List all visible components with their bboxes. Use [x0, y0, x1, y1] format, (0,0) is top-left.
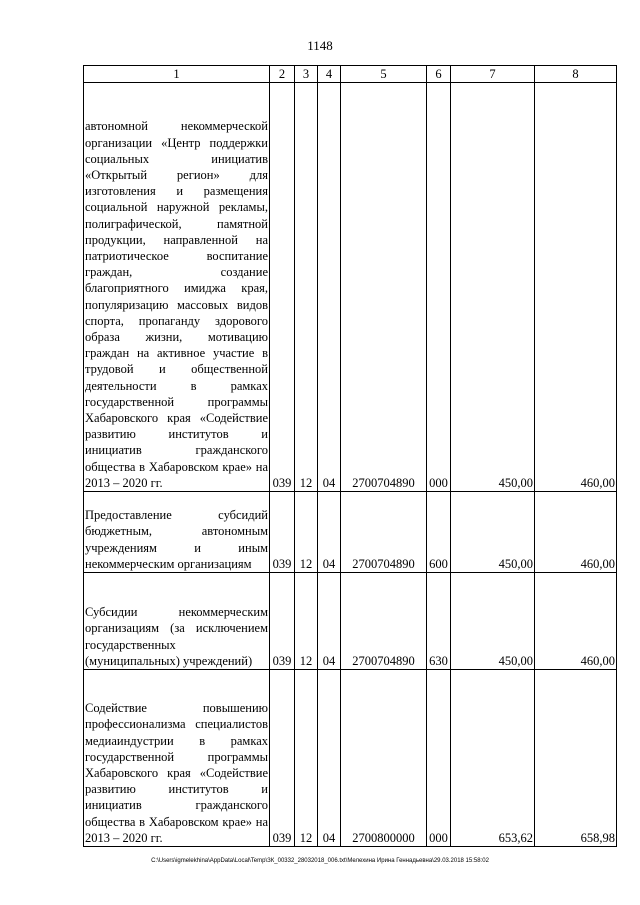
row-sum-1: 450,00: [451, 83, 535, 492]
row-vr: 000: [427, 670, 451, 847]
header-col-7: 7: [451, 66, 535, 83]
row-pr: 04: [318, 492, 341, 573]
row-grbs: 039: [270, 670, 295, 847]
page-number: 1148: [307, 38, 333, 53]
budget-table: [83, 65, 617, 847]
header-col-6: 6: [427, 66, 451, 83]
row-name-text: Содействие повышению профессионализма специалистов медиаиндустрии в рамках государственной программы Хабаровского края «Содействие развитию институтов и инициатив гражданского общества в Хабаровском крае» на 2013 – 2020 гг.: [85, 701, 268, 845]
row-sum-2: 460,00: [535, 83, 617, 492]
row-csr: 2700704890: [341, 492, 427, 573]
row-grbs: 039: [270, 573, 295, 670]
table-row: [84, 670, 617, 847]
row-sum-1: 450,00: [451, 573, 535, 670]
file-path-footer: C:\Users\igmelekhina\AppData\Local\Temp\ЗК_00332_28032018_006.txt\Мелехина Ирина Геннадьевна\29.03.2018 15:58:02: [151, 858, 489, 864]
row-vr: 600: [427, 492, 451, 573]
row-sum-2: 460,00: [535, 492, 617, 573]
header-col-3: 3: [295, 66, 318, 83]
row-pr: 04: [318, 573, 341, 670]
row-name-text: Субсидии некоммерческим организациям (за исключением государственных (муниципальных) учреждений): [85, 605, 268, 668]
row-sum-1: 450,00: [451, 492, 535, 573]
row-name: [84, 573, 270, 670]
row-vr: 630: [427, 573, 451, 670]
row-csr: 2700800000: [341, 670, 427, 847]
row-grbs: 039: [270, 83, 295, 492]
header-col-5: 5: [341, 66, 427, 83]
table-row: [84, 83, 617, 492]
header-col-4: 4: [318, 66, 341, 83]
row-name: [84, 492, 270, 573]
row-name: [84, 83, 270, 492]
row-rz: 12: [295, 83, 318, 492]
row-name-text: Предоставление субсидий бюджетным, автономным учреждениям и иным некоммерческим организациям: [85, 508, 268, 571]
row-name: [84, 670, 270, 847]
row-csr: 2700704890: [341, 83, 427, 492]
table-header-row: [84, 66, 617, 83]
row-rz: 12: [295, 492, 318, 573]
row-pr: 04: [318, 83, 341, 492]
table-row: [84, 573, 617, 670]
row-rz: 12: [295, 573, 318, 670]
row-sum-2: 460,00: [535, 573, 617, 670]
row-name-text: автономной некоммерческой организации «Центр поддержки социальных инициатив «Открытый регион» для изготовления и размещения социальной наружной рекламы, полиграфической, памятной продукции, направленной на патриотическое воспитание граждан, создание благоприятного имиджа края, популяризацию массовых видов спорта, пропаганду здорового образа жизни, мотивацию граждан на активное участие в трудовой и общественной деятельности в рамках государственной программы Хабаровского края «Содействие развитию институтов и инициатив гражданского общества в Хабаровском крае» на 2013 – 2020 гг.: [85, 119, 268, 490]
row-sum-1: 653,62: [451, 670, 535, 847]
row-csr: 2700704890: [341, 573, 427, 670]
row-pr: 04: [318, 670, 341, 847]
header-col-8: 8: [535, 66, 617, 83]
row-sum-2: 658,98: [535, 670, 617, 847]
row-grbs: 039: [270, 492, 295, 573]
row-rz: 12: [295, 670, 318, 847]
header-col-1: 1: [84, 66, 270, 83]
table-row: [84, 492, 617, 573]
header-col-2: 2: [270, 66, 295, 83]
row-vr: 000: [427, 83, 451, 492]
